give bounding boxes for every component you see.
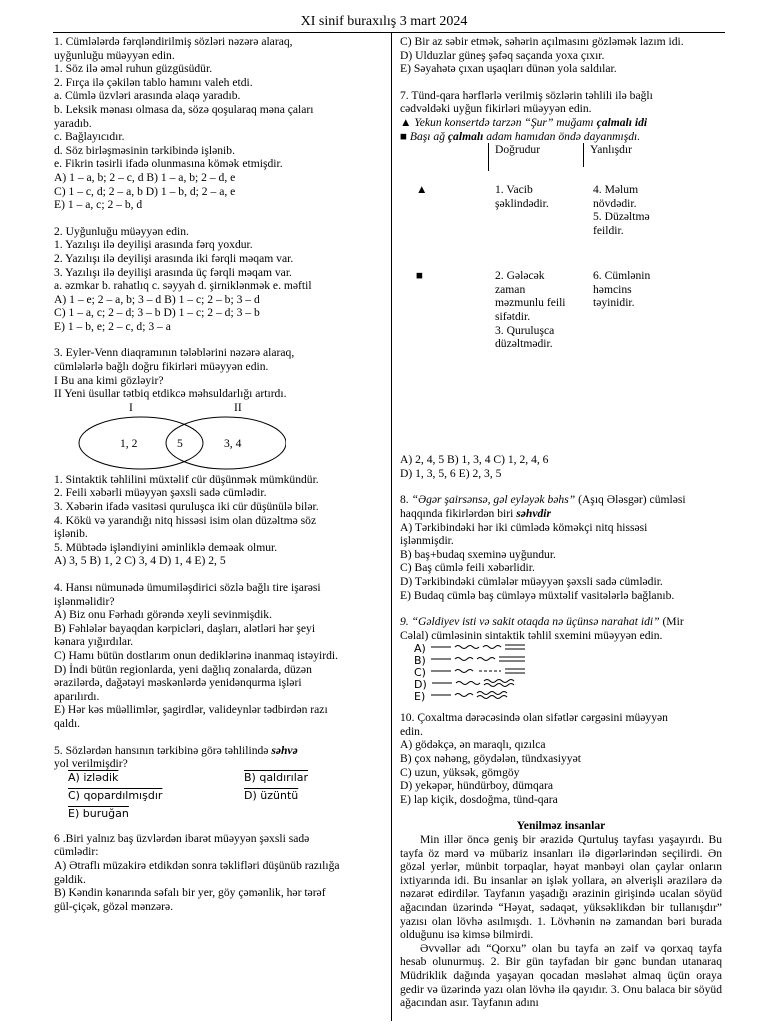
q2-line: 1. Yazılışı ilə deyilişi arasında fərq yoxdur. xyxy=(54,238,253,252)
venn-ellipses xyxy=(76,401,286,471)
q6-line: cümlədir: xyxy=(54,845,99,859)
q3-line: I Bu ana kimi gözləyir? xyxy=(54,373,164,387)
q6-option: gül-çiçək, gözəl mənzərə. xyxy=(54,899,174,913)
venn-right-region: 3, 4 xyxy=(224,436,242,450)
q5-options xyxy=(54,771,386,825)
left-column xyxy=(54,35,386,913)
q1-option[interactable]: E) 1 – a, c; 2 – b, d xyxy=(54,198,143,212)
q7-sentence-1 xyxy=(400,116,722,130)
q10-option[interactable]: D) yekəpər, hündürboy, dümqara xyxy=(400,779,553,793)
table-head-true: Doğrudur xyxy=(495,143,541,157)
cell-line: təyinidir. xyxy=(593,296,635,310)
cell-line: 5. Düzəltmə xyxy=(593,210,650,224)
cell-line: 3. Quruluşca xyxy=(495,323,555,337)
q9-line: Cəlal) cümləsinin sintaktik təhlil sxemini müəyyən edin. xyxy=(400,628,663,642)
question-2 xyxy=(54,225,386,334)
q6-option[interactable]: A) Ətraflı müzakirə etdikdən sonra təklifləri düşünüb razılığa xyxy=(54,858,340,872)
q9-option-label: D) xyxy=(414,678,427,692)
q1-option[interactable]: A) 1 – a, b; 2 – c, d B) 1 – a, b; 2 – d, e xyxy=(54,170,236,184)
q7-answers[interactable]: D) 1, 3, 5, 6 E) 2, 3, 5 xyxy=(400,466,502,480)
question-8 xyxy=(400,493,722,602)
q9-option-label: A) xyxy=(414,642,426,656)
q9-option-label: C) xyxy=(414,666,426,680)
cell-line: 4. Məlum xyxy=(593,183,639,197)
q10-option[interactable]: B) çox nəhəng, göydələn, tündxasiyyət xyxy=(400,752,581,766)
question-5 xyxy=(54,744,386,825)
q9-option-label: B) xyxy=(414,654,426,668)
scheme-line-icon xyxy=(429,666,549,676)
cell-line: 1. Vacib xyxy=(495,183,533,197)
text-paragraph-1: Min illər öncə geniş bir ərazidə Qurtuluş tayfası yaşayırdı. Bu tayfa öz mərd və mübariz insanları ilə digərlərindən seçilirdi. Ən gözəl yerlər, münbit torpaqlar, həyat mənbəyi olan çaylar onların ixtiyarında idi. Bu insanlar ən işlək yollara, ən əlverişli ərazilərə də nəzarət edirdilər. Tayfanın yaşadığı ərazinin girişində ucalan söyüd ağacından üzərində “Həyat, sədaqət, yüksəklikdən bir tullanışdır” yazısı olan lövhə asılmışdı. 1. Lövhənin nə zamandan bəri burada olduğunu isə kimsə bilmirdi. xyxy=(400,833,722,942)
q8-line: 8. “Əgər şairsənsə, gəl eyləyək bəhs” (Aşıq Ələsgər) cümləsi xyxy=(400,493,686,507)
q7-table xyxy=(400,143,722,351)
q1-line: yaradıb. xyxy=(54,116,92,130)
q8-rest: (Aşıq Ələsgər) cümləsi xyxy=(575,493,686,507)
q10-option[interactable]: E) lap kiçik, dosdoğma, tünd-qara xyxy=(400,792,558,806)
venn-label-ii: II xyxy=(234,400,242,414)
table-r2-true xyxy=(495,269,566,351)
q1-line: 1. Cümlələrdə fərqləndirilmiş sözləri nəzərə alaraq, xyxy=(54,35,293,48)
q2-option[interactable]: A) 1 – e; 2 – a, b; 3 – d B) 1 – c; 2 – b; 3 – d xyxy=(54,292,260,306)
q4-option[interactable]: E) Hər kəs müəllimlər, şagirdlər, valideynlər tədbirdən razı xyxy=(54,703,328,717)
question-4 xyxy=(54,581,386,731)
q8-option[interactable]: A) Tərkibindəki hər iki cümlədə köməkçi nitq hissəsi xyxy=(400,520,648,534)
scheme-line-icon xyxy=(430,678,550,688)
q10-option[interactable]: C) uzun, yüksək, gömgöy xyxy=(400,765,520,779)
q1-line: uyğunluğu müəyyən edin. xyxy=(54,48,175,62)
q4-option[interactable]: D) İndi bütün regionlarda, yeni dağlıq zonalarda, düzən xyxy=(54,662,312,676)
q8-option: işlənmişdir. xyxy=(400,534,454,548)
q4-option[interactable]: C) Hamı bütün dostlarım onun dediklərinə inanmaq istəyirdi. xyxy=(54,648,338,662)
q3-line: cümlələrlə bağlı doğru fikirləri müəyyən edin. xyxy=(54,360,269,374)
q4-option: aparılırdı. xyxy=(54,689,100,703)
q2-line: 2. Yazılışı ilə deyilişi arasında iki fərqli məqam var. xyxy=(54,251,294,265)
q1-option[interactable]: C) 1 – c, d; 2 – a, b D) 1 – b, d; 2 – a, e xyxy=(54,184,236,198)
q4-line: 4. Hansı nümunədə ümumiləşdirici sözlə bağlı tire işarəsi xyxy=(54,581,321,594)
text-title: Yenilməz insanlar xyxy=(516,819,606,833)
header-rule xyxy=(53,32,725,33)
right-column xyxy=(400,35,722,1010)
question-10 xyxy=(400,711,722,806)
q4-option: qaldı. xyxy=(54,716,81,730)
q7-s2-rest: adam hamıdan öndə dayanmışdı. xyxy=(483,129,641,143)
cell-line: feildir. xyxy=(593,223,624,237)
q10-line: edin. xyxy=(400,724,423,738)
q10-option[interactable]: A) gödəkçə, ən maraqlı, qızılca xyxy=(400,738,546,752)
q5-line: yol verilmişdir? xyxy=(54,757,128,771)
table-divider xyxy=(583,143,584,167)
table-r2-false xyxy=(593,269,650,310)
q8-prompt: haqqında fikirlərdən biri xyxy=(400,506,517,520)
q3-item: 5. Mübtədə işləndiyini əminliklə deməak olmur. xyxy=(54,540,278,554)
q1-line: d. Söz birləşməsinin tərkibində işlənib. xyxy=(54,143,235,157)
q1-line: c. Bağlayıcıdır. xyxy=(54,130,125,144)
q3-item: 2. Feili xəbərli müəyyən şəxsli sadə cümlədir. xyxy=(54,486,267,500)
q5-line xyxy=(54,744,386,758)
q9-option-e[interactable] xyxy=(414,690,549,704)
q1-line: b. Leksik mənası olmasa da, sözə qoşularaq məna çaları xyxy=(54,102,314,116)
question-6 xyxy=(54,832,386,914)
q4-option[interactable]: B) Fəhlələr bayaqdan kərpicləri, daşları, alətləri hər şeyi xyxy=(54,621,316,635)
q2-line: a. əzmkar b. rahatlıq c. səyyah d. şirniklənmək e. məftil xyxy=(54,279,312,293)
q3-item: işlənib. xyxy=(54,527,88,541)
venn-middle-region: 5 xyxy=(177,436,183,450)
venn-diagram xyxy=(54,401,386,471)
cell-line: 6. Cümlənin xyxy=(593,269,651,283)
q4-option: ərazilərdə, dağətəyi məskənlərdə yenidənqurma işləri xyxy=(54,676,302,690)
q7-s2-text: ■ Başı ağ xyxy=(400,129,448,143)
q8-line xyxy=(400,507,722,521)
table-r1-false xyxy=(593,183,650,237)
cell-line: düzəltmədir. xyxy=(495,337,553,351)
cell-line: zaman xyxy=(495,282,526,296)
cell-line: növdədir. xyxy=(593,196,637,210)
q3-line: 3. Eyler-Venn diaqramının tələblərini nəzərə alaraq, xyxy=(54,346,295,360)
q7-s1-bold: çalmalı idi xyxy=(596,115,648,129)
question-9 xyxy=(400,615,722,704)
question-6-continued xyxy=(400,35,722,76)
q6-option[interactable]: C) Bir az səbir etmək, səhərin açılmasını gözləmək lazım idi. xyxy=(400,35,684,48)
scheme-line-icon xyxy=(429,690,549,700)
q9-schemes xyxy=(400,642,722,704)
table-head-false: Yanlışdır xyxy=(590,143,632,157)
q9-option-label: E) xyxy=(414,690,426,704)
q3-item: 4. Kökü və yarandığı nitq hissəsi isim olan düzəltmə söz xyxy=(54,513,317,527)
q5-prompt: 5. Sözlərdən hansının tərkibinə görə təhlilində xyxy=(54,743,272,757)
q1-line: e. Fikrin təsirli ifadə olunmasına kömək etmişdir. xyxy=(54,157,283,171)
q3-item: 3. Xəbərin ifadə vasitəsi quruluşca iki cür düşünülə bilər. xyxy=(54,500,319,514)
q9-quote: 9. “Gəldiyev isti və sakit otaqda nə üçünsə narahat idi” xyxy=(400,615,660,629)
q5-emphasis: səhvə xyxy=(271,743,298,757)
q5-option-b[interactable]: B) qaldırılar xyxy=(244,770,309,784)
q2-option[interactable]: C) 1 – a, c; 2 – d; 3 – b D) 1 – c; 2 – d; 3 – b xyxy=(54,306,260,320)
q9-line xyxy=(400,615,722,629)
q1-line: 1. Söz ilə əməl ruhun güzgüsüdür. xyxy=(54,62,213,76)
triangle-icon: ▲ xyxy=(416,183,428,197)
q1-line: a. Cümlə üzvləri arasında əlaqə yaradıb. xyxy=(54,89,241,103)
q7-answers[interactable]: A) 2, 4, 5 B) 1, 3, 4 C) 1, 2, 4, 6 xyxy=(400,453,549,467)
scheme-line-icon xyxy=(429,654,549,664)
cell-line: 2. Gələcək xyxy=(495,269,545,283)
column-divider xyxy=(391,33,392,1021)
cell-line: məzmunlu feili xyxy=(495,296,566,310)
q8-option[interactable]: C) Baş cümlə feili xəbərlidir. xyxy=(400,561,535,575)
q7-s1-text: ▲ Yekun konsertdə tarzən “Şur” muğamı xyxy=(400,115,597,129)
table-divider xyxy=(488,143,489,171)
cell-line: sifətdir. xyxy=(495,309,531,323)
square-icon: ■ xyxy=(416,269,424,283)
q10-line: 10. Çoxaltma dərəcəsində olan sifətlər cərgəsini müəyyən xyxy=(400,711,668,725)
q3-answers[interactable]: A) 3, 5 B) 1, 2 C) 3, 4 D) 1, 4 E) 2, 5 xyxy=(54,554,226,568)
table-r1-true xyxy=(495,183,549,210)
q6-option[interactable]: D) Ulduzlar güneş şəfəq saçanda yoxa çıxır. xyxy=(400,48,605,62)
q3-line: II Yeni üsullar tətbiq etdikcə məhsuldarlığı artırdı. xyxy=(54,387,287,401)
q4-option: kənara yığırdılar. xyxy=(54,635,134,649)
q6-option[interactable]: B) Kəndin kənarında səfalı bir yer, göy çəmənlik, hər tərəf xyxy=(54,886,326,900)
page-header: XI sinif buraxılış 3 mart 2024 xyxy=(300,14,468,29)
q8-emphasis: səhvdir xyxy=(516,506,552,520)
q7-line: 7. Tünd-qara hərflərlə verilmiş sözlərin təhlili ilə bağlı xyxy=(400,88,653,102)
venn-left-region: 1, 2 xyxy=(120,436,138,450)
question-1 xyxy=(54,35,386,212)
question-3 xyxy=(54,346,386,568)
q1-line: 2. Fırça ilə çəkilən tablo hamını valeh etdi. xyxy=(54,75,253,89)
q8-option[interactable]: E) Budaq cümlə baş cümləyə müxtəlif vasitələrlə bağlanıb. xyxy=(400,588,675,602)
text-paragraph-2: Əvvəllər adı “Qorxu” olan bu tayfa ən zəif və qorxaq tayfa hesab olunurmuş. 2. Bir gün tayfadan bir gənc bundan utanaraq Müdriklik dağında yaşayan qocadan məsləhət almaq üçün oraya gedir və üzərində yazı olan lövhə ilə qayıdır. 3. Onu balaca bir söyüd ağacından asır. Tayfanın adını xyxy=(400,941,722,1010)
q7-sentence-2 xyxy=(400,130,722,144)
q3-item: 1. Sintaktik təhlilini müxtəlif cür düşünmək mümkündür. xyxy=(54,472,319,486)
q4-option[interactable]: A) Biz onu Fərhadı görəndə xeyli sevinmişdik. xyxy=(54,608,272,622)
q2-line: 2. Uyğunluğu müəyyən edin. xyxy=(54,224,189,238)
q5-option-d[interactable]: D) üzüntü xyxy=(244,788,299,802)
q6-option: gəldik. xyxy=(54,872,86,886)
q6-option[interactable]: E) Səyahətə çıxan uşaqları dünən yola saldılar. xyxy=(400,62,617,76)
q9-rest: (Mir xyxy=(659,615,684,629)
q2-option[interactable]: E) 1 – b, e; 2 – c, d; 3 – a xyxy=(54,319,171,333)
question-7 xyxy=(400,89,722,481)
q5-option-c[interactable]: C) qopardılmışdır xyxy=(68,788,163,802)
q8-option[interactable]: D) Tərkibindəki cümlələr müəyyən şəxsli sadə cümlədir. xyxy=(400,574,663,588)
q4-line: işlənməlidir? xyxy=(54,594,115,608)
q8-option[interactable]: B) baş+budaq sxeminə uyğundur. xyxy=(400,547,556,561)
q5-option-e[interactable]: E) buruğan xyxy=(68,806,129,820)
q8-quote: “Əgər şairsənsə, gəl eyləyək bəhs” xyxy=(411,493,576,507)
q2-line: 3. Yazılışı ilə deyilişi arasında üç fərqli məqam var. xyxy=(54,265,292,279)
cell-line: şəklindədir. xyxy=(495,196,549,210)
scheme-line-icon xyxy=(429,642,549,652)
cell-line: həmcins xyxy=(593,282,632,296)
reading-text xyxy=(400,819,722,1009)
q7-line: cədvəldəki uyğun fikirləri müəyyən edin. xyxy=(400,102,592,116)
q5-option-a[interactable]: A) izlədik xyxy=(68,770,119,784)
q6-line: 6 .Biri yalnız baş üzvlərdən ibarət müəyyən şəxsli sadə xyxy=(54,831,310,845)
venn-label-i: I xyxy=(129,400,133,414)
q7-s2-bold: çalmalı xyxy=(447,129,484,143)
